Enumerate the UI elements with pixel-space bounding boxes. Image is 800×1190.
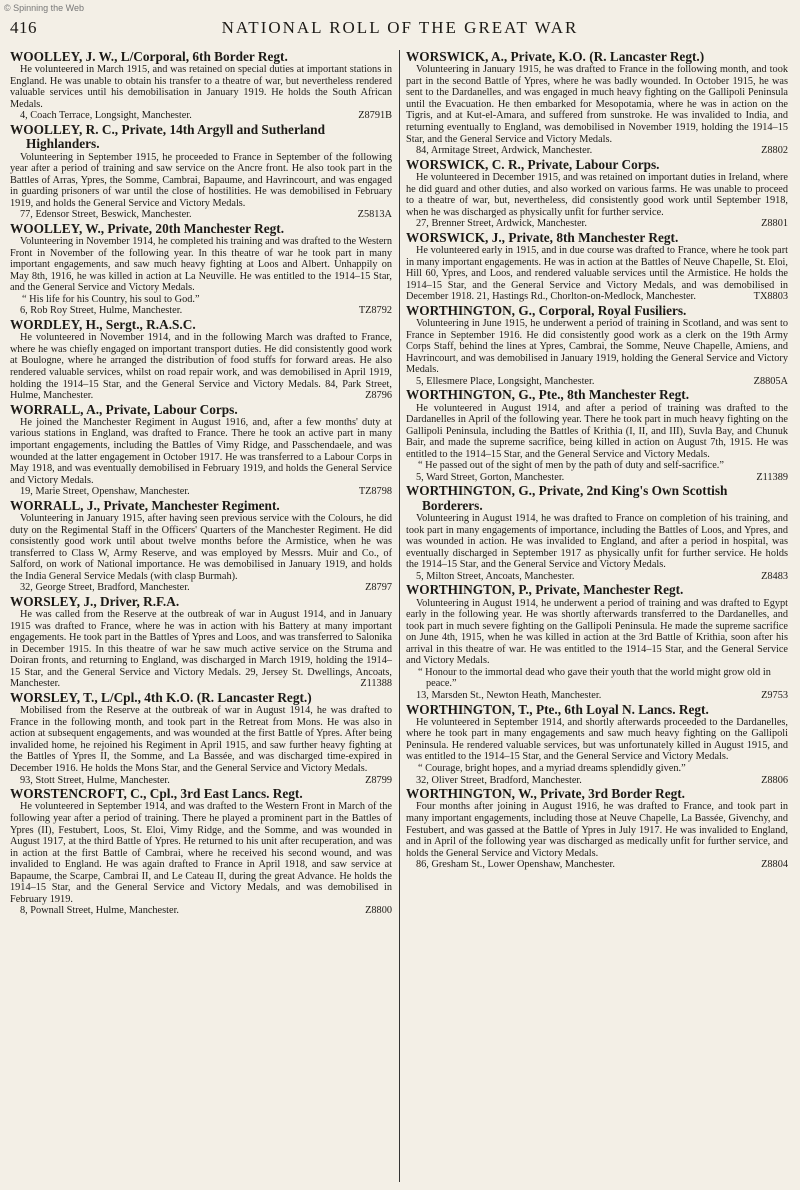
entry-ref: Z11389 bbox=[756, 471, 788, 483]
entry-heading: WORTHINGTON, G., Corporal, Royal Fusiliers. bbox=[406, 302, 687, 318]
entry-body-text: He volunteered early in 1915, and in due course was drafted to France, where he took part in many important engagements. He was in action at the Battles of Neuve Chapelle, St. Eloi, Hill 60, Ypres, and Loos, and rendered valuable services until the Armistice. He holds the 1914–15 Star, and the General Service and Victory Medals, and was demobilised in December 1918. 21, Hastings Rd., Chorlton-on-Medlock, Manchester. bbox=[406, 245, 788, 303]
entry-ref: TX8803 bbox=[753, 291, 788, 303]
entry-body: He volunteered in August 1914, and after a period of training was drafted to the Dardanelles in April of the following year. There he took part in much heavy fighting on the Gallipoli Peninsula, including the Battles of Krithia (I, II, and III), Suvla Bay, and Chunuk Bair, and made the supreme sacrifice, being killed in action on August 7th, 1915. He was entitled to the 1914–15 Star, and the General Service and Victory Medals. bbox=[406, 402, 788, 460]
roll-entry bbox=[406, 703, 788, 787]
roll-entry bbox=[10, 499, 392, 594]
entry-ref: Z8791B bbox=[358, 110, 392, 122]
roll-columns bbox=[10, 50, 790, 1182]
entry-heading: WOOLLEY, W., Private, 20th Manchester Regt. bbox=[10, 220, 285, 236]
entry-address: 19, Marie Street, Openshaw, Manchester. bbox=[20, 486, 190, 498]
left-column bbox=[10, 50, 392, 1182]
entry-body: Volunteering in August 1914, he was drafted to France on completion of his training, and took part in many engagements of importance, including the Battles of Loos, and Ypres, and was wounded in action. He was invalided to England, and after a period in hospital, was eventually discharged in September 1917 as physically unfit for further service. He holds the 1914–15 Star, and the General Service and Victory Medals. bbox=[406, 513, 788, 571]
entry-address-line bbox=[10, 905, 392, 917]
entry-heading: WORTHINGTON, T., Pte., 6th Loyal N. Lancs. Regt. bbox=[406, 701, 709, 717]
entry-address: 13, Marsden St., Newton Heath, Manchester. bbox=[416, 689, 602, 701]
entry-heading: WOOLLEY, R. C., Private, 14th Argyll and Sutherland Highlanders. bbox=[10, 122, 325, 152]
roll-entry bbox=[406, 50, 788, 157]
entry-heading: WORSLEY, J., Driver, R.F.A. bbox=[10, 593, 180, 609]
entry-heading: WORSWICK, C. R., Private, Labour Corps. bbox=[406, 156, 660, 172]
entry-address-line bbox=[406, 859, 788, 871]
entry-ref: Z8799 bbox=[365, 774, 392, 786]
roll-entry bbox=[10, 50, 392, 122]
entry-address-line bbox=[406, 376, 788, 388]
entry-ref: Z9753 bbox=[761, 689, 788, 701]
entry-address-line bbox=[406, 218, 788, 230]
entry-ref: TZ8798 bbox=[358, 486, 392, 498]
entry-body bbox=[10, 609, 392, 690]
entry-address: 8, Pownall Street, Hulme, Manchester. bbox=[20, 905, 179, 917]
entry-address: 32, George Street, Bradford, Manchester. bbox=[20, 582, 190, 594]
entry-ref: Z11388 bbox=[360, 678, 392, 690]
entry-heading: WORTHINGTON, P., Private, Manchester Regt. bbox=[406, 582, 684, 598]
entry-ref: Z8797 bbox=[365, 582, 392, 594]
entry-address-line bbox=[406, 145, 788, 157]
entry-body: Mobilised from the Reserve at the outbreak of war in August 1914, he was drafted to France in the following month, and took part in the Retreat from Mons. He was also in action at subsequent engagements, and was wounded at the first Battle of Ypres. After being invalided home, he rejoined his Regiment in April 1915, and saw further heavy fighting at the Battles of Ypres II, the Somme, and La Bassée, and was discharged time-expired in December 1916. He holds the Mons Star, and the General Service and Victory Medals. bbox=[10, 705, 392, 775]
entry-ref: Z8801 bbox=[761, 218, 788, 230]
entry-heading: WORTHINGTON, W., Private, 3rd Border Regt. bbox=[406, 786, 686, 802]
entry-heading: WOOLLEY, J. W., L/Corporal, 6th Border Regt. bbox=[10, 50, 288, 64]
entry-ref: Z5813A bbox=[357, 209, 392, 221]
entry-address: 5, Milton Street, Ancoats, Manchester. bbox=[416, 570, 575, 582]
entry-address-line bbox=[10, 582, 392, 594]
entry-address: 4, Coach Terrace, Longsight, Manchester. bbox=[20, 110, 192, 122]
entry-address-line bbox=[406, 690, 788, 702]
entry-body: He volunteered in September 1914, and shortly afterwards proceeded to the Dardanelles, where he took part in many engagements and saw much heavy fighting on the Gallipoli Peninsula. He rendered valuable services, but was unfortunately killed in August 1915, and was entitled to the 1914–15 Star, and the General Service and Victory Medals. bbox=[406, 716, 788, 763]
entry-ref: Z8483 bbox=[761, 570, 788, 582]
entry-body: Volunteering in January 1915, he was drafted to France in the following month, and took part in the second Battle of Ypres, where he was badly wounded. In October 1915, he was sent to the Dardanelles, and was engaged in much heavy fighting on the Gallipoli Peninsula until the Evacuation. He then embarked for Mesopotamia, where he was in action on the Tigris, and at Kut-el-Amara, and suffered from sunstroke. He was invalided to India, and returning eventually to England, was demobilised in November 1919, holding the 1914–15 Star, and the General Service and Victory Medals. bbox=[406, 64, 788, 145]
entry-address-line bbox=[10, 486, 392, 498]
entry-body: Volunteering in November 1914, he completed his training and was drafted to the Western Front in November of the following year. In this theatre of war he took part in many important engagements, and saw much heavy fighting at Loos and Albert. Unhappily on May 8th, 1916, he was killed in action at La Neuville. He was entitled to the 1914–15 Star, and the General Service and Victory Medals. bbox=[10, 236, 392, 294]
roll-entry bbox=[406, 583, 788, 701]
entry-body bbox=[10, 332, 392, 401]
entry-body: He volunteered in December 1915, and was retained on important duties in Ireland, where he did guard and other duties, and also worked on various farms. He was unable to proceed to a theatre of war, but, nevertheless, did consistently good work until September 1918, when he was discharged as physically unfit for further service. bbox=[406, 171, 788, 218]
entry-address: 5, Ellesmere Place, Longsight, Manchester. bbox=[416, 375, 595, 387]
entry-body bbox=[406, 245, 788, 303]
entry-address: 27, Brenner Street, Ardwick, Manchester. bbox=[416, 218, 587, 230]
entry-address-line bbox=[10, 209, 392, 221]
roll-entry bbox=[10, 691, 392, 786]
page-number: 416 bbox=[10, 18, 37, 37]
page-header bbox=[0, 14, 800, 42]
entry-ref: Z8802 bbox=[761, 145, 788, 157]
entry-ref: Z8800 bbox=[365, 905, 392, 917]
entry-address-line bbox=[406, 571, 788, 583]
entry-body: Volunteering in January 1915, after having seen previous service with the Colours, he did duty on the Regimental Staff in the Officers' Quarters of the Manchester Regiment. He did consistently good work until about twelve months before the Armistice, when he was transferred to Class W, Army Reserve, and was employed by Messrs. Muir and Co., of Salford, on work of National importance. He was demobilised in January 1919, and holds the India General Service Medals (with clasp Burmah). bbox=[10, 513, 392, 582]
entry-ref: Z8806 bbox=[761, 774, 788, 786]
entry-heading: WORTHINGTON, G., Private, 2nd King's Own Scottish Borderers. bbox=[406, 483, 728, 513]
roll-entry bbox=[406, 158, 788, 230]
entry-body: He volunteered in March 1915, and was retained on special duties at important stations in England. He was unable to obtain his transfer to a theatre of war, but nevertheless rendered valuable services until his demobilisation in January 1919. He holds the South African Medals. bbox=[10, 64, 392, 110]
entry-ref: TZ8792 bbox=[358, 305, 392, 317]
entry-quote: “ Honour to the immortal dead who gave their youth that the world might grow old in peace.” bbox=[418, 666, 771, 690]
roll-entry bbox=[10, 318, 392, 402]
entry-heading: WORTHINGTON, G., Pte., 8th Manchester Regt. bbox=[406, 387, 690, 403]
roll-entry bbox=[10, 787, 392, 917]
entry-body: Volunteering in September 1915, he proceeded to France in September of the following year after a period of training and saw service on the Ancre front. He also took part in the Battles of Arras, Ypres, the Somme, Cambrai, Bapaume, and Havrincourt, and was engaged in guarding prisoners of war until the close of hostilities. He was demobilised in February 1919, and holds the General Service and Victory Medals. bbox=[10, 151, 392, 209]
right-column bbox=[406, 50, 788, 1182]
entry-body-text: He volunteered in November 1914, and in the following March was drafted to France, where he was chiefly engaged on important transport duties. He did consistently good work at Boulogne, where he arranged the distribution of food stuffs for forward areas. He also rendered valuable services, whilst on road repair work, and was demobilised in April 1919, holding the 1914–15 Star, and the General Service and Victory Medals. 84, Park Street, Hulme, Manchester. bbox=[10, 332, 392, 402]
entry-quote: “ His life for his Country, his soul to God.” bbox=[22, 293, 200, 305]
page-title: NATIONAL ROLL OF THE GREAT WAR bbox=[221, 18, 579, 37]
column-divider bbox=[399, 50, 400, 1182]
entry-address-line bbox=[406, 775, 788, 787]
entry-ref: Z8804 bbox=[761, 859, 788, 871]
entry-address: 93, Stott Street, Hulme, Manchester. bbox=[20, 774, 170, 786]
entry-quote: “ He passed out of the sight of men by the path of duty and self-sacrifice.” bbox=[418, 460, 724, 472]
roll-entry bbox=[406, 304, 788, 388]
entry-address-line bbox=[406, 472, 788, 484]
entry-heading: WORSWICK, J., Private, 8th Manchester Regt. bbox=[406, 229, 679, 245]
entry-address-line bbox=[10, 110, 392, 122]
entry-address-line bbox=[10, 305, 392, 317]
entry-heading: WORDLEY, H., Sergt., R.A.S.C. bbox=[10, 317, 196, 333]
entry-address: 32, Oliver Street, Bradford, Manchester. bbox=[416, 774, 582, 786]
roll-entry bbox=[10, 123, 392, 221]
entry-quote: “ Courage, bright hopes, and a myriad dreams splendidly given.” bbox=[418, 763, 686, 775]
roll-entry bbox=[406, 787, 788, 871]
roll-entry bbox=[10, 595, 392, 690]
watermark: © Spinning the Web bbox=[4, 3, 85, 13]
entry-address: 6, Rob Roy Street, Hulme, Manchester. bbox=[20, 305, 183, 317]
entry-body: Volunteering in August 1914, he underwent a period of training and was drafted to Egypt early in the following year. He was shortly afterwards transferred to the Dardanelles, and took part in much severe fighting on the Gallipoli Peninsula. He made the supreme sacrifice on June 4th, 1915, when he was killed in action at the 3rd Battle of Krithia, soon after his arrival in this theatre of war. He was entitled to the 1914–15 Star, and the General Service and Victory Medals. bbox=[406, 597, 788, 667]
entry-address-line bbox=[10, 775, 392, 787]
entry-heading: WORSTENCROFT, C., Cpl., 3rd East Lancs. Regt. bbox=[10, 786, 303, 802]
roll-entry bbox=[406, 231, 788, 303]
entry-ref: Z8805A bbox=[753, 375, 788, 387]
roll-entry bbox=[10, 222, 392, 317]
entry-address: 84, Armitage Street, Ardwick, Manchester. bbox=[416, 145, 593, 157]
entry-body: He joined the Manchester Regiment in August 1916, and, after a few months' duty at various stations in England, was drafted to France. There he took an active part in many important engagements, including the Battles of Vimy Ridge, and Passchendaele, and was wounded at the latter engagement in October 1917. He was transferred to a Labour Corps in May 1918, and was eventually demobilised in February 1919, and holds the General Service and Victory Medals. bbox=[10, 416, 392, 486]
entry-body: He volunteered in September 1914, and was drafted to the Western Front in March of the following year after a period of training. There he played a prominent part in the Battles of Ypres (II), Festubert, Loos, St. Eloi, Vimy Ridge, and the Somme, and was wounded in August 1917, at the third Battle of Ypres. He returned to his unit after recuperation, and was in action at the first Battle of Cambrai, where he received his second wound, and was invalided to England. He was again drafted to France in April 1918, and saw service at Bapaume, the Scarpe, Cambrai II, and Le Cateau II, during the great Advance. He holds the 1914–15 Star, and the General Service and Victory Medals, and was demobilised in February 1919. bbox=[10, 801, 392, 905]
entry-body: Volunteering in June 1915, he underwent a period of training in Scotland, and was sent to France in September 1916. He did consistently good work as a clerk on the 19th Army Corps Staff, behind the lines at Ypres, Cambrai, the Somme, Neuve Chapelle, Amiens, and Havrincourt, and was demobilised in January 1919, holding the General Service and Victory Medals. bbox=[406, 318, 788, 376]
entry-heading: WORSWICK, A., Private, K.O. (R. Lancaster Regt.) bbox=[406, 50, 705, 64]
entry-body-text: He was called from the Reserve at the outbreak of war in August 1914, and in January 1915 was drafted to France, where he was in action with his Battery at many important engagements. He took part in the Battles of Ypres and Loos, and was transferred to Salonika in December 1915. In this theatre of war he saw much active service on the Struma and Doiran fronts, and returning to England, was discharged in March 1919, holding the 1914–15 Star, and the General Service and Victory Medals. 29, Jersey St. Dwellings, Ancoats, Manchester. bbox=[10, 609, 392, 690]
roll-entry bbox=[406, 484, 788, 582]
entry-heading: WORRALL, J., Private, Manchester Regiment. bbox=[10, 497, 280, 513]
entry-heading: WORRALL, A., Private, Labour Corps. bbox=[10, 401, 238, 417]
entry-address: 86, Gresham St., Lower Openshaw, Manchester. bbox=[416, 859, 615, 871]
roll-entry bbox=[406, 388, 788, 483]
entry-address: 77, Edensor Street, Beswick, Manchester. bbox=[20, 209, 192, 221]
entry-body: Four months after joining in August 1916, he was drafted to France, and took part in many important engagements, including those at Neuve Chapelle, La Bassée, Givenchy, and Festubert, and was gassed at the Battle of Ypres in July 1917. He was invalided to England, and in April of the following year was discharged as medically unfit for further service, and holds the General Service and Victory Medals. bbox=[406, 801, 788, 859]
entry-ref: Z8796 bbox=[365, 390, 392, 402]
entry-address: 5, Ward Street, Gorton, Manchester. bbox=[416, 471, 565, 483]
roll-entry bbox=[10, 403, 392, 498]
entry-heading: WORSLEY, T., L/Cpl., 4th K.O. (R. Lancaster Regt.) bbox=[10, 689, 312, 705]
